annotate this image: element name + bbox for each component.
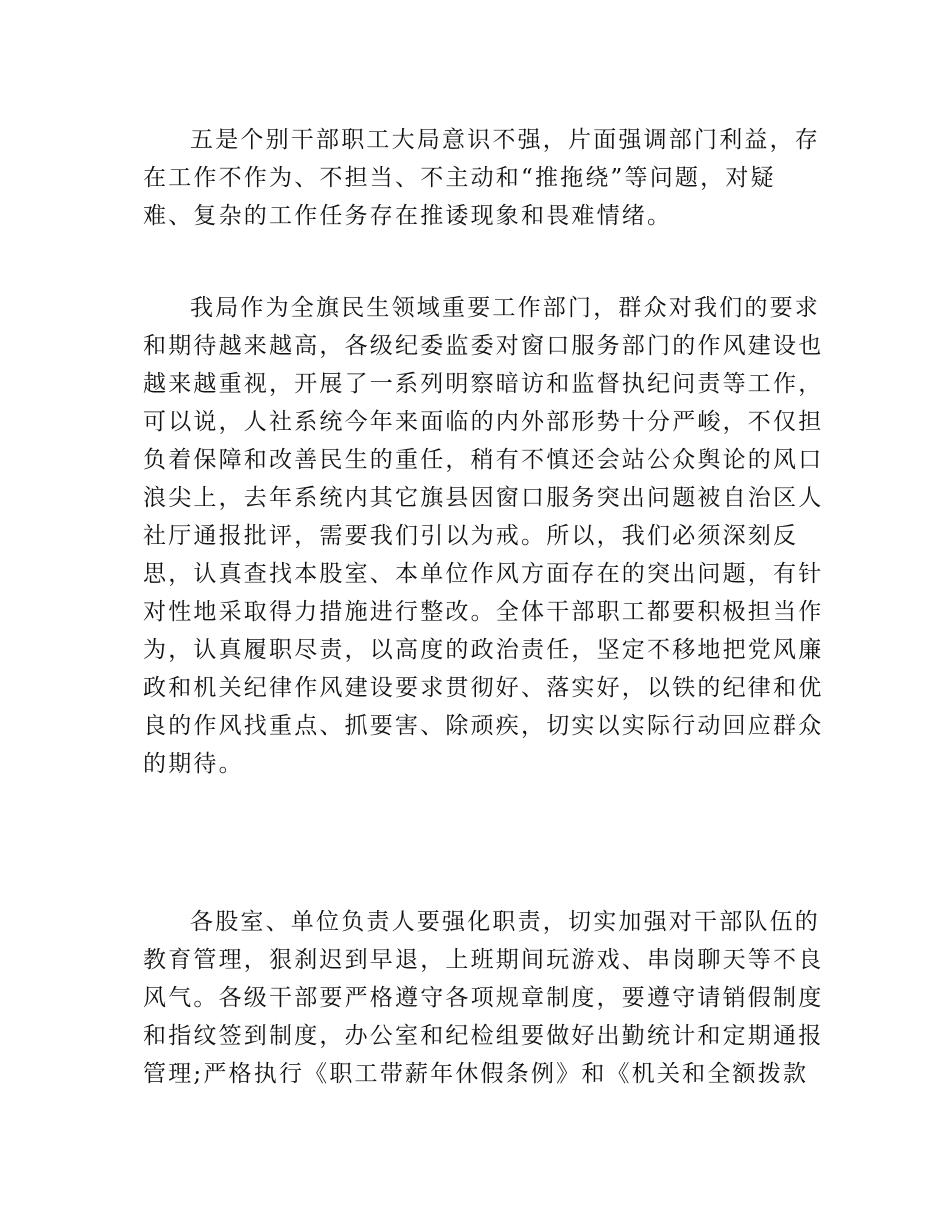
paragraph-3-line-4: 和指纹签到制度，办公室和纪检组要做好出勤统计和定期通报 [143,1023,824,1049]
paragraph-3-line-2: 教育管理，狠刹迟到早退，上班期间玩游戏、串岗聊天等不良 [143,947,824,973]
paragraph-1-line-3: 难、复杂的工作任务存在推诿现象和畏难情绪。 [143,203,673,229]
paragraph-2-line-9: 对性地采取得力措施进行整改。全体干部职工都要积极担当作 [143,599,824,625]
paragraph-2-line-5: 负着保障和改善民生的重任，稍有不慎还会站公众舆论的风口 [143,447,824,473]
paragraph-3-line-1: 各股室、单位负责人要强化职责，切实加强对干部队伍的 [190,909,820,935]
paragraph-2-line-3: 越来越重视，开展了一系列明察暗访和监督执纪问责等工作， [143,371,824,397]
paragraph-2-line-2: 和期待越来越高，各级纪委监委对窗口服务部门的作风建设也 [143,333,824,359]
paragraph-2-line-1: 我局作为全旗民生领域重要工作部门，群众对我们的要求 [190,295,820,321]
paragraph-2-line-12: 良的作风找重点、抓要害、除顽疾，切实以实际行动回应群众 [143,713,824,739]
paragraph-2-line-10: 为，认真履职尽责，以高度的政治责任，坚定不移地把党风廉 [143,637,824,663]
paragraph-3-line-3: 风气。各级干部要严格遵守各项规章制度，要遵守请销假制度 [143,985,824,1011]
paragraph-2-line-13: 的期待。 [143,751,244,777]
paragraph-2-line-8: 思，认真查找本股室、本单位作风方面存在的突出问题，有针 [143,561,824,587]
paragraph-1-line-1: 五是个别干部职工大局意识不强，片面强调部门利益，存 [190,127,820,153]
paragraph-1-line-2: 在工作不作为、不担当、不主动和“推拖绕”等问题，对疑 [143,165,776,191]
paragraph-2-line-6: 浪尖上，去年系统内其它旗县因窗口服务突出问题被自治区人 [143,485,824,511]
paragraph-2-line-7: 社厅通报批评，需要我们引以为戒。所以，我们必须深刻反 [143,523,799,549]
paragraph-2-line-11: 政和机关纪律作风建设要求贯彻好、落实好，以铁的纪律和优 [143,675,824,701]
paragraph-3-line-5: 管理;严格执行《职工带薪年休假条例》和《机关和全额拨款 [143,1061,809,1087]
paragraph-2-line-4: 可以说，人社系统今年来面临的内外部形势十分严峻，不仅担 [143,409,824,435]
